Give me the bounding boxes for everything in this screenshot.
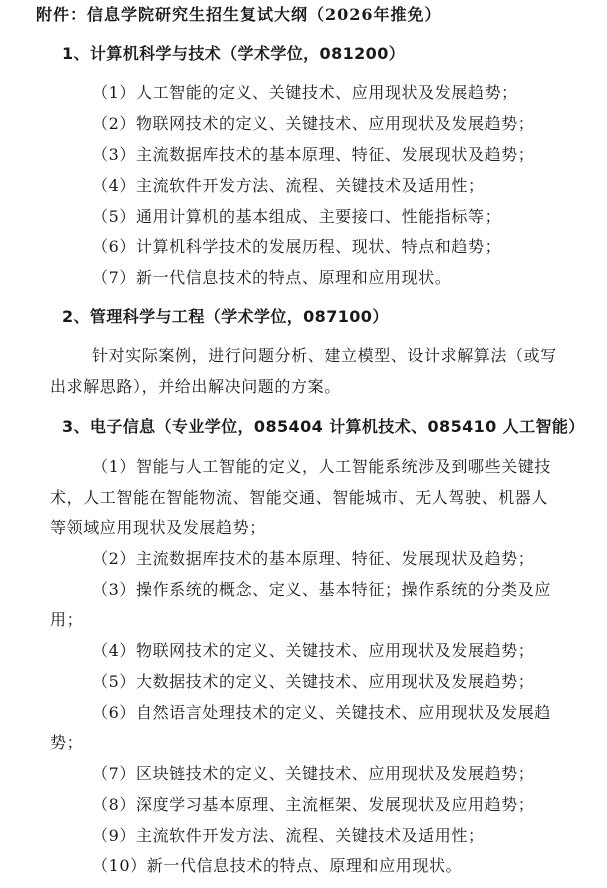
list-item-continuation: 等领域应用现状及发展趋势； [50, 518, 266, 537]
list-item: （7）区块链技术的定义、关键技术、应用现状及发展趋势； [92, 764, 535, 783]
document-title: 附件：信息学院研究生招生复试大纲（2026年推免） [36, 5, 442, 24]
list-item: （10）新一代信息技术的特点、原理和应用现状。 [92, 856, 463, 875]
section-1-heading: 1、计算机科学与技术（学术学位，081200） [62, 44, 406, 63]
list-item: （3）操作系统的概念、定义、基本特征；操作系统的分类及应 [92, 580, 551, 599]
list-item: （9）主流软件开发方法、流程、关键技术及适用性； [92, 826, 485, 845]
list-item: （4）物联网技术的定义、关键技术、应用现状及发展趋势； [92, 641, 535, 660]
list-item: （5）大数据技术的定义、关键技术、应用现状及发展趋势； [92, 672, 535, 691]
list-item: （6）自然语言处理技术的定义、关键技术、应用现状及发展趋 [92, 703, 551, 722]
list-item: （1）智能与人工智能的定义，人工智能系统涉及到哪些关键技 [92, 457, 551, 476]
paragraph-line: 针对实际案例，进行问题分析、建立模型、设计求解算法（或写 [92, 346, 557, 365]
section-3-heading: 3、电子信息（专业学位，085404 计算机技术、085410 人工智能） [62, 417, 585, 436]
list-item-continuation: 势； [50, 733, 84, 752]
list-item: （1）人工智能的定义、关键技术、应用现状及发展趋势； [92, 83, 518, 102]
list-item: （8）深度学习基本原理、主流框架、发展现状及应用趋势； [92, 795, 535, 814]
list-item: （2）主流数据库技术的基本原理、特征、发展现状及趋势； [92, 549, 535, 568]
list-item: （3）主流数据库技术的基本原理、特征、发展现状及趋势； [92, 145, 535, 164]
paragraph-line: 出求解思路），并给出解决问题的方案。 [50, 377, 341, 396]
list-item: （5）通用计算机的基本组成、主要接口、性能指标等； [92, 207, 502, 226]
list-item: （6）计算机科学技术的发展历程、现状、特点和趋势； [92, 237, 502, 256]
list-item: （4）主流软件开发方法、流程、关键技术及适用性； [92, 176, 485, 195]
list-item: （2）物联网技术的定义、关键技术、应用现状及发展趋势； [92, 114, 535, 133]
list-item-continuation: 用； [50, 610, 84, 629]
list-item: （7）新一代信息技术的特点、原理和应用现状。 [92, 268, 452, 287]
section-2-heading: 2、管理科学与工程（学术学位，087100） [62, 307, 389, 326]
list-item-continuation: 术，人工智能在智能物流、智能交通、智能城市、无人驾驶、机器人 [50, 488, 549, 507]
